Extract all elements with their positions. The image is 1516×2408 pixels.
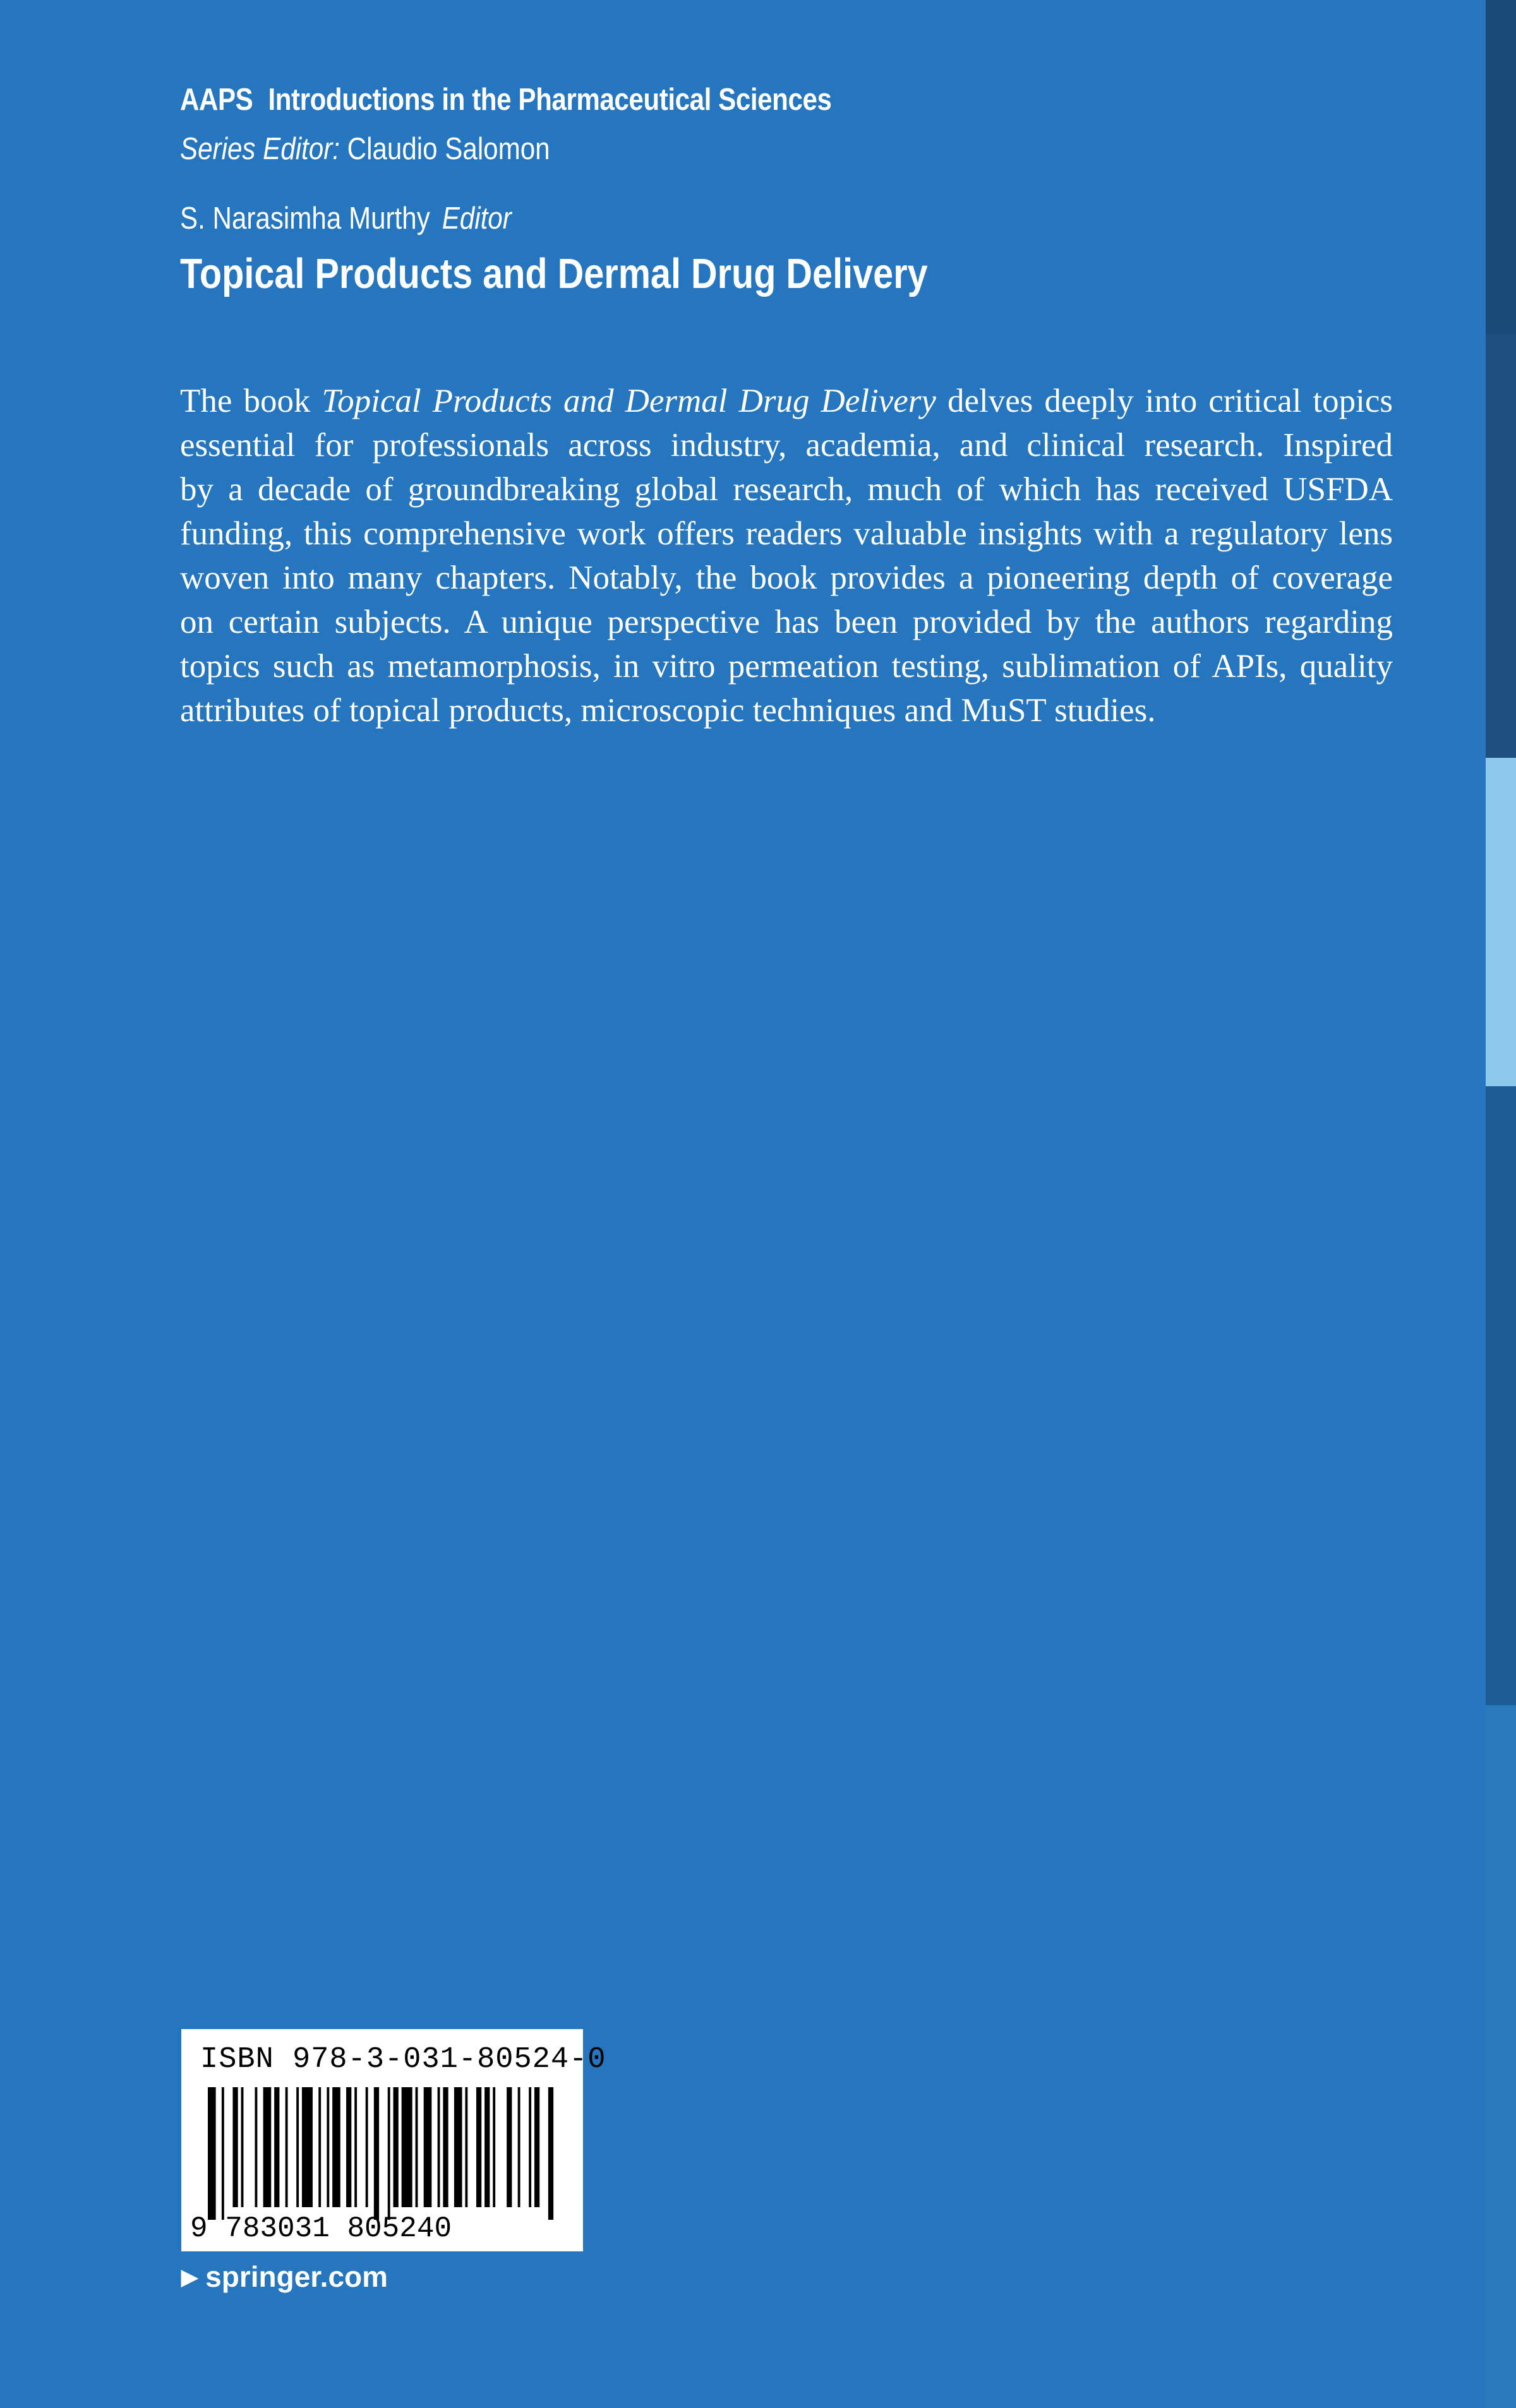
barcode-bar: [476, 2087, 481, 2207]
book-title: Topical Products and Dermal Drug Delivery: [180, 250, 928, 297]
barcode-bar: [346, 2087, 351, 2207]
barcode-bar: [332, 2087, 340, 2207]
book-description: [180, 379, 1393, 733]
spine-dark-band: [1486, 0, 1516, 335]
barcode-bar: [454, 2087, 462, 2207]
series-editor-name: Claudio Salomon: [347, 132, 550, 166]
barcode-digits: 9 783031 805240: [190, 2212, 452, 2245]
blurb-text: delves deeply into critical topics: [935, 383, 1393, 419]
triangle-right-icon: ▶: [181, 2265, 198, 2289]
barcode-bar: [232, 2087, 238, 2207]
barcode-bar: [222, 2087, 224, 2220]
blurb-text: The book: [180, 383, 322, 419]
barcode-bar: [366, 2087, 368, 2207]
barcode-bar: [296, 2087, 299, 2207]
barcode-bar: [263, 2087, 272, 2207]
barcode-bar: [493, 2087, 495, 2207]
barcode-bar: [507, 2087, 512, 2207]
barcode-bar: [302, 2087, 313, 2207]
barcode-bar: [416, 2087, 418, 2207]
isbn-barcode: [181, 2029, 606, 2251]
barcode-bar: [241, 2087, 244, 2207]
book-editor-name: S. Narasimha Murthy: [180, 201, 430, 236]
barcode-bar: [274, 2087, 279, 2207]
barcode-bar: [548, 2087, 553, 2220]
blurb-line: topics such as metamorphosis, in vitro permeation testing, sublimation of APIs, quality: [180, 648, 1393, 685]
barcode-bar: [484, 2087, 490, 2207]
series-title: Introductions in the Pharmaceutical Sciences: [268, 83, 832, 117]
book-editor-line: [180, 201, 512, 236]
blurb-line: attributes of topical products, microscopic techniques and MuST studies.: [180, 692, 1156, 729]
series-name: AAPS: [180, 83, 253, 117]
series-editor-label: Series Editor:: [180, 132, 340, 166]
blurb-line: essential for professionals across industry, academia, and clinical research. Inspired: [180, 427, 1393, 464]
barcode-bar: [438, 2087, 440, 2207]
spine-strip: [1486, 0, 1516, 2408]
spine-light-band: [1486, 758, 1516, 1086]
barcode-bar: [327, 2087, 329, 2207]
barcode-bar: [534, 2087, 539, 2207]
blurb-book-title: Topical Products and Dermal Drug Delivery: [322, 383, 936, 419]
barcode-bar: [286, 2087, 288, 2207]
series-heading: [180, 82, 831, 117]
spine-mid-band: [1486, 1086, 1516, 1705]
publisher-site: springer.com: [205, 2260, 388, 2293]
barcode-bar: [374, 2087, 379, 2220]
barcode-bar: [443, 2087, 448, 2207]
blurb-line: [180, 379, 1393, 423]
publisher-link[interactable]: [181, 2260, 388, 2294]
blurb-line: woven into many chapters. Notably, the book provides a pioneering depth of coverage: [180, 560, 1393, 596]
barcode-bar: [465, 2087, 467, 2207]
barcode-bar: [208, 2087, 216, 2220]
barcode-bar: [318, 2087, 321, 2207]
blurb-line: by a decade of groundbreaking global research, much of which has received USFDA: [180, 471, 1393, 508]
blurb-line: funding, this comprehensive work offers readers valuable insights with a regulatory lens: [180, 515, 1393, 552]
series-editor-line: [180, 131, 550, 167]
barcode-bar: [394, 2087, 399, 2207]
barcode-bar: [424, 2087, 432, 2207]
blurb-line: on certain subjects. A unique perspective has been provided by the authors regarding: [180, 604, 1393, 640]
barcode-bar: [529, 2087, 531, 2207]
book-editor-role: Editor: [442, 201, 512, 236]
barcode-bar: [402, 2087, 412, 2207]
barcode-bar: [354, 2087, 357, 2207]
isbn-text: ISBN 978-3-031-80524-0: [200, 2043, 606, 2076]
barcode-bars: [208, 2087, 556, 2220]
barcode-bar: [255, 2087, 257, 2207]
barcode-bar: [518, 2087, 520, 2207]
spine-dark-band-2: [1486, 335, 1516, 758]
barcode-bar: [388, 2087, 390, 2220]
